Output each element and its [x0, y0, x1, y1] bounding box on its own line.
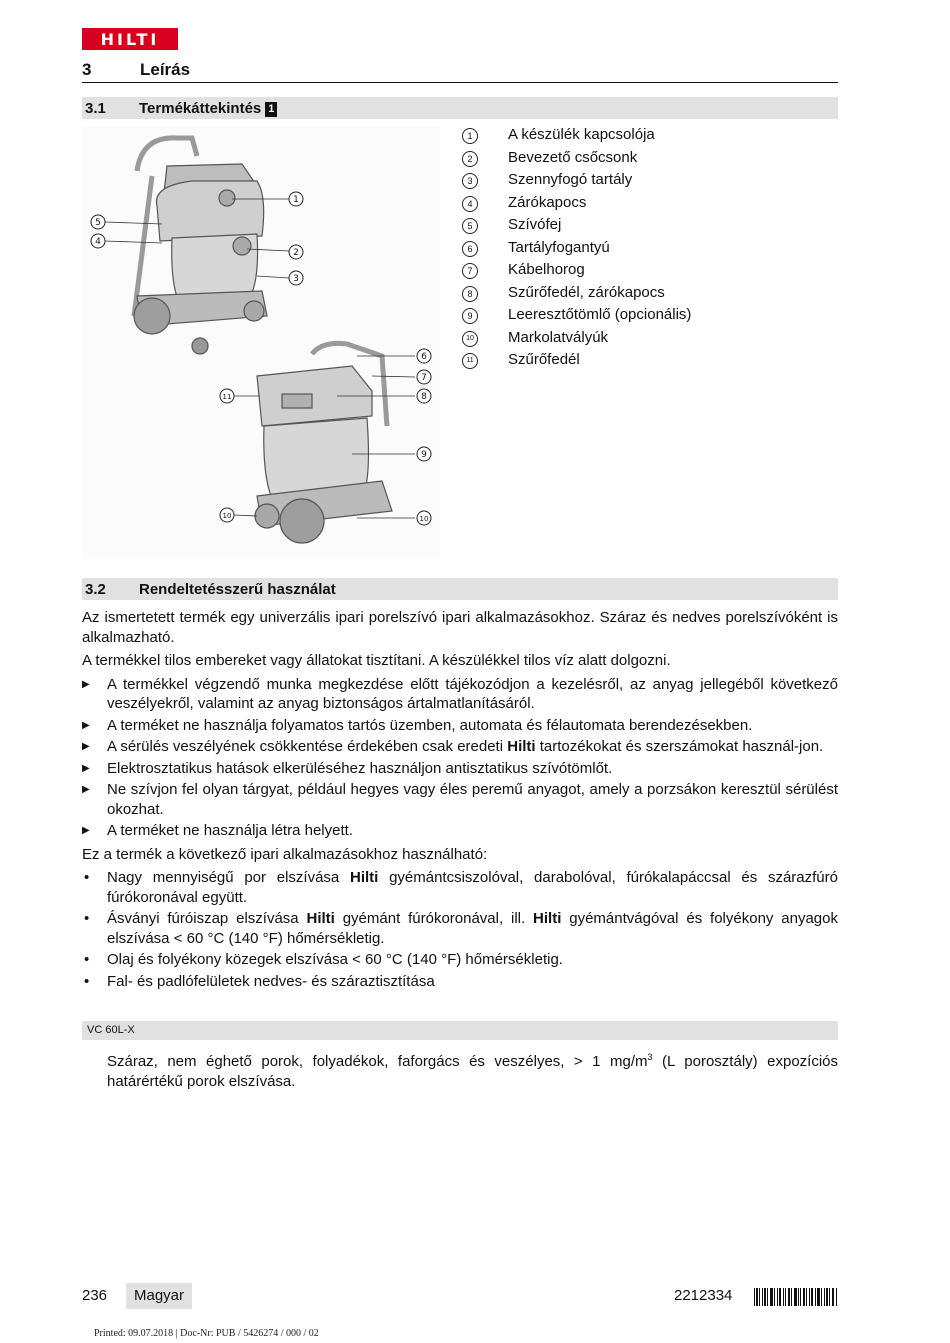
print-info: Printed: 09.07.2018 | Doc-Nr: PUB / 5426274 / 000 / 02 [94, 1328, 319, 1339]
legend-item: 11 Szűrőfedél [460, 351, 838, 374]
callout-5 [91, 215, 105, 229]
callout-1 [289, 192, 303, 206]
svg-text:5: 5 [95, 218, 101, 228]
svg-text:10: 10 [222, 512, 232, 520]
warning-item: ▶ A sérülés veszélyének csökkentése érdekében csak eredeti Hilti tartozékokat és szerszámokat használ-jon. [82, 738, 824, 755]
callout-11 [220, 389, 234, 403]
callout-9 [417, 447, 431, 461]
model-description: Száraz, nem éghető porok, folyadékok, faforgács és veszélyes, > 1 $mg/m^3$ (L porosztály) expozíciós határértékű porok elszívása. [107, 1052, 838, 1090]
intro-paragraph: A termékkel tilos embereket vagy állatokat tisztítani. A készülékkel tilos víz alatt dolgozni. [82, 652, 671, 669]
section-3-2-heading [82, 578, 838, 600]
legend-item: 10 Markolatvályúk [460, 329, 838, 352]
svg-text:4: 4 [95, 237, 101, 247]
figure-ref-badge: 1 [265, 102, 277, 117]
legend-item: 7 Kábelhorog [460, 261, 838, 284]
svg-text:2: 2 [293, 248, 299, 258]
warning-item: ▶ Elektrosztatikus hatások elkerüléséhez használjon antisztatikus szívótömlőt. [82, 759, 613, 777]
callout-2 [289, 245, 303, 259]
callout-3 [289, 271, 303, 285]
svg-text:10: 10 [419, 515, 429, 523]
applications-intro: Ez a termék a következő ipari alkalmazásokhoz használható: [82, 845, 488, 863]
warning-item: ▶ Ne szívjon fel olyan tárgyat, például hegyes vagy éles peremű anyagot, amely a porzsákon keresztül sérülést okozhat. [82, 781, 838, 818]
legend-item: 6 Tartályfogantyú [460, 239, 838, 262]
legend-item: 4 Zárókapocs [460, 194, 838, 217]
product-illustration [82, 126, 440, 558]
application-item: • Fal- és padlófelületek nedves- és száraztisztítása [84, 972, 435, 990]
svg-text:1: 1 [293, 195, 299, 205]
application-item: • Olaj és folyékony közegek elszívása < 60 °C (140 °F) hőmérsékletig. [84, 951, 563, 968]
section-3-1-heading [82, 97, 838, 119]
warning-list [82, 675, 838, 841]
application-list [82, 868, 838, 991]
intro-paragraph: Az ismertetett termék egy univerzális ipari porelszívó ipari alkalmazásokhoz. Száraz és nedves porelszívóként is alkalmazható. [82, 609, 838, 646]
legend-item: 1 A készülék kapcsolója [460, 126, 838, 149]
chapter-heading [82, 60, 838, 83]
svg-text:3: 3 [293, 274, 299, 284]
legend-item: 9 Leeresztőtömlő (opcionális) [460, 306, 838, 329]
hilti-logo: HILTI [82, 28, 178, 50]
section-number: 3.2 [85, 581, 106, 598]
chapter-number: 3 [82, 60, 92, 79]
section-title: Termékáttekintés 1 [139, 100, 277, 117]
section-number: 3.1 [85, 100, 106, 117]
vacuum-illustration [82, 126, 440, 558]
model-bar: VC 60L-X [82, 1021, 838, 1040]
barcode [754, 1288, 838, 1306]
callout-4 [91, 234, 105, 248]
legend-item: 5 Szívófej [460, 216, 838, 239]
callout-10-left [220, 508, 234, 522]
application-item: • Ásványi fúróiszap elszívása Hilti gyémánt fúrókoronával, ill. Hilti gyémántvágóval és folyékony anyagok elszívása < 60 °C (140 °F) hőmérsékletig. [84, 910, 838, 947]
language-label: Magyar [126, 1283, 192, 1309]
section-body [82, 608, 838, 995]
document-number: 2212334 [674, 1287, 733, 1304]
legend-item: 2 Bevezető csőcsonk [460, 149, 838, 172]
warning-item: ▶ A terméket ne használja létra helyett. [82, 822, 353, 839]
svg-text:7: 7 [421, 373, 427, 383]
page-number: 236 [82, 1287, 108, 1304]
legend-item: 8 Szűrőfedél, zárókapocs [460, 284, 838, 307]
component-legend [460, 126, 838, 374]
warning-item: ▶ A terméket ne használja folyamatos tartós üzemben, automata és félautomata berendezésekben. [82, 716, 753, 734]
callout-6 [417, 349, 431, 363]
svg-text:11: 11 [222, 393, 232, 401]
chapter-title: Leírás [140, 60, 191, 79]
legend-item: 3 Szennyfogó tartály [460, 171, 838, 194]
svg-text:9: 9 [421, 450, 427, 460]
callout-8 [417, 389, 431, 403]
section-title: Rendeltetésszerű használat [139, 581, 336, 598]
svg-text:6: 6 [421, 352, 427, 362]
callout-10-right [417, 511, 431, 525]
warning-item: ▶ A termékkel végzendő munka megkezdése előtt tájékozódjon a kezelésről, az anyag jellegéből következő veszélyekről, valamint az anyag biztonságos ártalmatlanításáról. [82, 675, 838, 712]
svg-text:8: 8 [421, 392, 427, 402]
callout-7 [417, 370, 431, 384]
application-item: • Nagy mennyiségű por elszívása Hilti gyémántcsiszolóval, darabolóval, fúrókalapáccsal és szárazfúró fúrókoronával együtt. [84, 869, 838, 906]
